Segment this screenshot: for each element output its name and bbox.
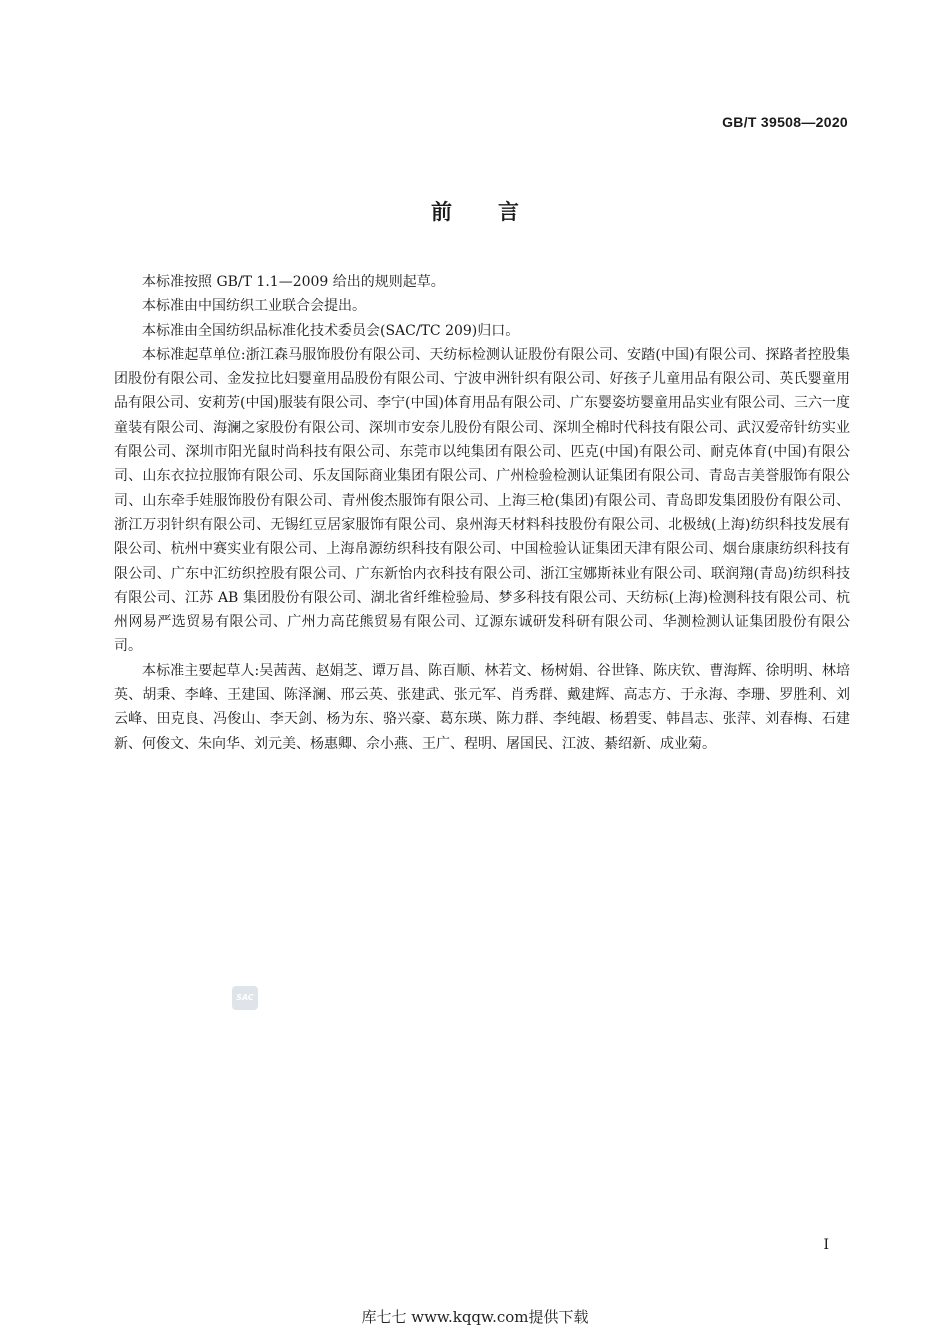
paragraph-drafting-rules: 本标准按照 GB/T 1.1—2009 给出的规则起草。 (142, 274, 445, 290)
page-title: 前言 (431, 200, 565, 224)
sac-watermark-logo: SAC (232, 986, 258, 1010)
paragraph-drafters: 本标准主要起草人:吴茜茜、赵娟芝、谭万昌、陈百顺、林若文、杨树娟、谷世锋、陈庆钦、曹海辉、徐明明、林培英、胡秉、李峰、王建国、陈泽澜、邢云英、张建武、张元军、肖秀群、戴建辉、高志方、于永海、李珊、罗胜利、刘云峰、田克良、冯俊山、李天剑、杨为东、骆兴豪、葛东瑛、陈力群、李纯嘏、杨碧雯、韩昌志、张萍、刘春梅、石建新、何俊文、朱向华、刘元美、杨惠卿、佘小燕、王广、程明、屠国民、江波、綦绍新、成业菊。 (114, 662, 850, 752)
paragraph-committee: 本标准由全国纺织品标准化技术委员会(SAC/TC 209)归口。 (142, 322, 520, 339)
foreword-body (114, 270, 850, 756)
paragraph-drafting-units: 本标准起草单位:浙江森马服饰股份有限公司、天纺标检测认证股份有限公司、安踏(中国)有限公司、探路者控股集团股份有限公司、金发拉比妇婴童用品股份有限公司、宁波申洲针织有限公司、好孩子儿童用品有限公司、英氏婴童用品有限公司、安莉芳(中国)服装有限公司、李宁(中国)体育用品有限公司、广东婴姿坊婴童用品实业有限公司、三六一度童装有限公司、海澜之家股份有限公司、深圳市安奈儿股份有限公司、深圳全棉时代科技有限公司、武汉爱帝针纺实业有限公司、深圳市阳光鼠时尚科技有限公司、东莞市以纯集团有限公司、匹克(中国)有限公司、耐克体育(中国)有限公司、山东衣拉拉服饰有限公司、乐友国际商业集团有限公司、广州检验检测认证集团有限公司、青岛吉美誉服饰有限公司、山东牵手娃服饰股份有限公司、青州俊杰服饰有限公司、上海三枪(集团)有限公司、青岛即发集团股份有限公司、浙江万羽针织有限公司、无锡红豆居家服饰有限公司、泉州海天材料科技股份有限公司、北极绒(上海)纺织科技发展有限公司、杭州中赛实业有限公司、上海帛源纺织科技有限公司、中国检验认证集团天津有限公司、烟台康康纺织科技有限公司、广东中汇纺织控股有限公司、广东新怡内衣科技有限公司、浙江宝娜斯袜业有限公司、联润翔(青岛)纺织科技有限公司、江苏 AB 集团股份有限公司、湖北省纤维检验局、梦多科技有限公司、天纺标(上海)检测科技有限公司、杭州网易严选贸易有限公司、广州力高芘熊贸易有限公司、辽源东诚研发科研有限公司、华测检测认证集团股份有限公司。 (114, 346, 850, 655)
paragraph-proposer: 本标准由中国纺织工业联合会提出。 (142, 298, 366, 315)
page-number: I (823, 1237, 829, 1253)
download-footer-note: 库七七 www.kqqw.com提供下载 (361, 1308, 589, 1326)
standard-number: GB/T 39508—2020 (722, 114, 848, 130)
